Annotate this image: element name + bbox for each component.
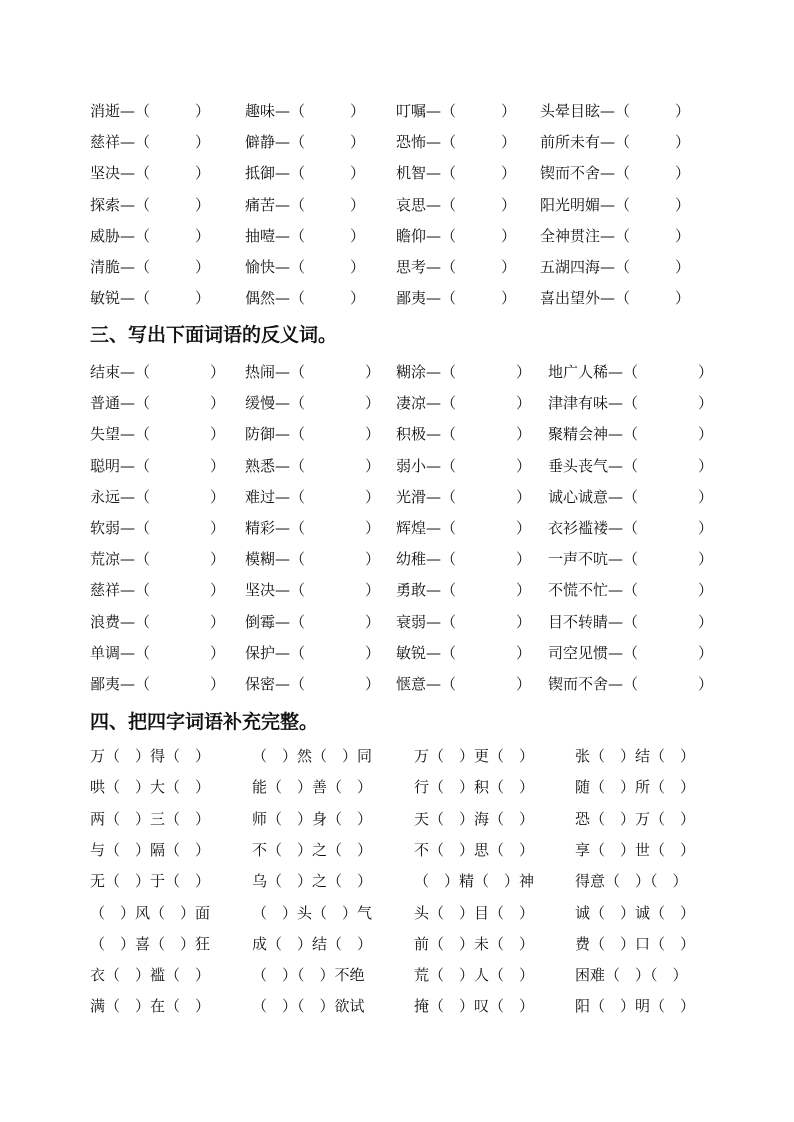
- antonym-item: 软弱—（ ）: [90, 519, 226, 537]
- synonym-item: 阳光明媚—（ ）: [540, 195, 691, 214]
- synonym-item: 五湖四海—（ ）: [540, 258, 691, 276]
- antonym-item: 慈祥—（ ）: [90, 581, 226, 600]
- synonym-item: 前所未有—（ ）: [540, 133, 691, 152]
- antonym-item: 鄙夷—（ ）: [90, 675, 226, 693]
- section-3-heading: 三、写出下面词语的反义词。: [90, 324, 338, 346]
- idiom-item: 成（ ）结（ ）: [252, 934, 373, 953]
- synonym-item: 僻静—（ ）: [245, 133, 366, 152]
- synonym-item: 机智—（ ）: [396, 164, 517, 183]
- synonym-item: 头晕目眩—（ ）: [540, 102, 691, 120]
- synonym-row: [0, 193, 794, 217]
- idiom-item: 困难（ ）（ ）: [575, 966, 688, 985]
- antonym-item: 保护—（ ）: [245, 643, 381, 662]
- idiom-item: 万（ ）得（ ）: [90, 747, 211, 765]
- antonym-row: [0, 391, 794, 415]
- antonym-item: 幼稚—（ ）: [396, 550, 532, 569]
- synonym-row: [0, 161, 794, 185]
- synonym-item: 哀思—（ ）: [396, 195, 517, 214]
- idiom-item: 随（ ）所（ ）: [575, 778, 696, 797]
- synonym-item: 消逝—（ ）: [90, 102, 211, 120]
- antonym-item: 浪费—（ ）: [90, 612, 226, 631]
- synonym-item: 叮嘱—（ ）: [396, 102, 517, 120]
- idiom-item: 荒（ ）人（ ）: [414, 966, 535, 985]
- idiom-item: 掩（ ）叹（ ）: [414, 997, 535, 1016]
- idiom-item: 乌（ ）之（ ）: [252, 872, 373, 891]
- synonym-item: 瞻仰—（ ）: [396, 226, 517, 245]
- antonym-item: 模糊—（ ）: [245, 550, 381, 569]
- idiom-row: [0, 901, 794, 925]
- idiom-row: [0, 963, 794, 987]
- idiom-row: [0, 807, 794, 831]
- section-4-heading: 四、把四字词语补充完整。: [90, 711, 319, 733]
- idiom-item: 张（ ）结（ ）: [575, 747, 696, 765]
- antonym-item: 难过—（ ）: [245, 487, 381, 506]
- idiom-item: 诚（ ）诚（ ）: [575, 903, 696, 922]
- antonym-row: [0, 485, 794, 509]
- antonym-item: 缓慢—（ ）: [245, 394, 381, 413]
- antonym-item: 积极—（ ）: [396, 425, 532, 444]
- idiom-row: [0, 744, 794, 768]
- antonym-row: [0, 454, 794, 478]
- idiom-item: 无（ ）于（ ）: [90, 872, 211, 891]
- antonym-item: 保密—（ ）: [245, 675, 381, 693]
- antonym-item: 精彩—（ ）: [245, 519, 381, 537]
- synonym-row: [0, 99, 794, 123]
- synonym-item: 清脆—（ ）: [90, 258, 211, 276]
- synonym-item: 全神贯注—（ ）: [540, 226, 691, 245]
- antonym-row: [0, 360, 794, 384]
- antonym-row: [0, 578, 794, 602]
- idiom-item: 恐（ ）万（ ）: [575, 809, 696, 828]
- synonym-item: 鄙夷—（ ）: [396, 289, 517, 308]
- synonym-item: 抵御—（ ）: [245, 164, 366, 183]
- antonym-item: 聚精会神—（ ）: [548, 425, 714, 444]
- antonym-item: 荒凉—（ ）: [90, 550, 226, 569]
- synonym-item: 敏锐—（ ）: [90, 289, 211, 308]
- idiom-item: 得意（ ）（ ）: [575, 872, 688, 891]
- antonym-item: 热闹—（ ）: [245, 363, 381, 381]
- idiom-item: 能（ ）善（ ）: [252, 778, 373, 797]
- antonym-item: 光滑—（ ）: [396, 487, 532, 506]
- idiom-item: 前（ ）未（ ）: [414, 934, 535, 953]
- idiom-row: [0, 869, 794, 893]
- synonym-row: [0, 286, 794, 310]
- antonym-row: [0, 422, 794, 446]
- antonym-item: 凄凉—（ ）: [396, 394, 532, 413]
- antonym-item: 单调—（ ）: [90, 643, 226, 662]
- synonym-row: [0, 130, 794, 154]
- antonym-item: 地广人稀—（ ）: [548, 363, 714, 381]
- antonym-item: 弱小—（ ）: [396, 456, 532, 475]
- antonym-item: 辉煌—（ ）: [396, 519, 532, 537]
- idiom-item: （ ）喜（ ）狂: [90, 934, 211, 953]
- antonym-item: 失望—（ ）: [90, 425, 226, 444]
- synonym-item: 威胁—（ ）: [90, 226, 211, 245]
- synonym-item: 偶然—（ ）: [245, 289, 366, 308]
- idiom-item: （ ）然（ ）同: [252, 747, 373, 765]
- antonym-item: 不慌不忙—（ ）: [548, 581, 714, 600]
- antonym-item: 防御—（ ）: [245, 425, 381, 444]
- idiom-item: 不（ ）之（ ）: [252, 840, 373, 859]
- idiom-item: （ ）（ ）不绝: [252, 966, 365, 985]
- synonym-item: 探索—（ ）: [90, 195, 211, 214]
- idiom-row: [0, 932, 794, 956]
- idiom-item: 师（ ）身（ ）: [252, 809, 373, 828]
- idiom-item: 享（ ）世（ ）: [575, 840, 696, 859]
- idiom-item: 行（ ）积（ ）: [414, 778, 535, 797]
- antonym-row: [0, 672, 794, 696]
- synonym-item: 锲而不舍—（ ）: [540, 164, 691, 183]
- antonym-item: 普通—（ ）: [90, 394, 226, 413]
- antonym-item: 一声不吭—（ ）: [548, 550, 714, 569]
- synonym-item: 坚决—（ ）: [90, 164, 211, 183]
- idiom-item: （ ）（ ）欲试: [252, 997, 365, 1016]
- synonym-item: 痛苦—（ ）: [245, 195, 366, 214]
- antonym-item: 惬意—（ ）: [396, 675, 532, 693]
- synonym-item: 恐怖—（ ）: [396, 133, 517, 152]
- idiom-item: 两（ ）三（ ）: [90, 809, 211, 828]
- synonym-item: 慈祥—（ ）: [90, 133, 211, 152]
- antonym-row: [0, 610, 794, 634]
- synonym-item: 趣味—（ ）: [245, 102, 366, 120]
- antonym-row: [0, 516, 794, 540]
- antonym-item: 糊涂—（ ）: [396, 363, 532, 381]
- antonym-item: 坚决—（ ）: [245, 581, 381, 600]
- idiom-item: （ ）头（ ）气: [252, 903, 373, 922]
- antonym-item: 结束—（ ）: [90, 363, 226, 381]
- synonym-row: [0, 224, 794, 248]
- idiom-row: [0, 994, 794, 1018]
- antonym-item: 垂头丧气—（ ）: [548, 456, 714, 475]
- idiom-item: 头（ ）目（ ）: [414, 903, 535, 922]
- idiom-item: 与（ ）隔（ ）: [90, 840, 211, 859]
- idiom-item: 阳（ ）明（ ）: [575, 997, 696, 1016]
- antonym-item: 聪明—（ ）: [90, 456, 226, 475]
- synonym-row: [0, 255, 794, 279]
- antonym-item: 永远—（ ）: [90, 487, 226, 506]
- idiom-item: 万（ ）更（ ）: [414, 747, 535, 765]
- antonym-item: 锲而不舍—（ ）: [548, 675, 714, 693]
- synonym-item: 喜出望外—（ ）: [540, 289, 691, 308]
- antonym-item: 目不转睛—（ ）: [548, 612, 714, 631]
- synonym-item: 愉快—（ ）: [245, 258, 366, 276]
- antonym-row: [0, 547, 794, 571]
- synonym-item: 思考—（ ）: [396, 258, 517, 276]
- antonym-item: 司空见惯—（ ）: [548, 643, 714, 662]
- idiom-item: 满（ ）在（ ）: [90, 997, 211, 1016]
- idiom-item: （ ）风（ ）面: [90, 903, 211, 922]
- idiom-item: 衣（ ）褴（ ）: [90, 966, 211, 985]
- idiom-row: [0, 775, 794, 799]
- idiom-item: 费（ ）口（ ）: [575, 934, 696, 953]
- antonym-row: [0, 641, 794, 665]
- antonym-item: 熟悉—（ ）: [245, 456, 381, 475]
- antonym-item: 津津有味—（ ）: [548, 394, 714, 413]
- antonym-item: 倒霉—（ ）: [245, 612, 381, 631]
- antonym-item: 敏锐—（ ）: [396, 643, 532, 662]
- antonym-item: 勇敢—（ ）: [396, 581, 532, 600]
- antonym-item: 诚心诚意—（ ）: [548, 487, 714, 506]
- antonym-item: 衰弱—（ ）: [396, 612, 532, 631]
- idiom-item: 不（ ）思（ ）: [414, 840, 535, 859]
- antonym-item: 衣衫褴褛—（ ）: [548, 519, 714, 537]
- idiom-item: 哄（ ）大（ ）: [90, 778, 211, 797]
- idiom-item: （ ）精（ ）神: [414, 872, 535, 891]
- idiom-row: [0, 838, 794, 862]
- synonym-item: 抽噎—（ ）: [245, 226, 366, 245]
- idiom-item: 天（ ）海（ ）: [414, 809, 535, 828]
